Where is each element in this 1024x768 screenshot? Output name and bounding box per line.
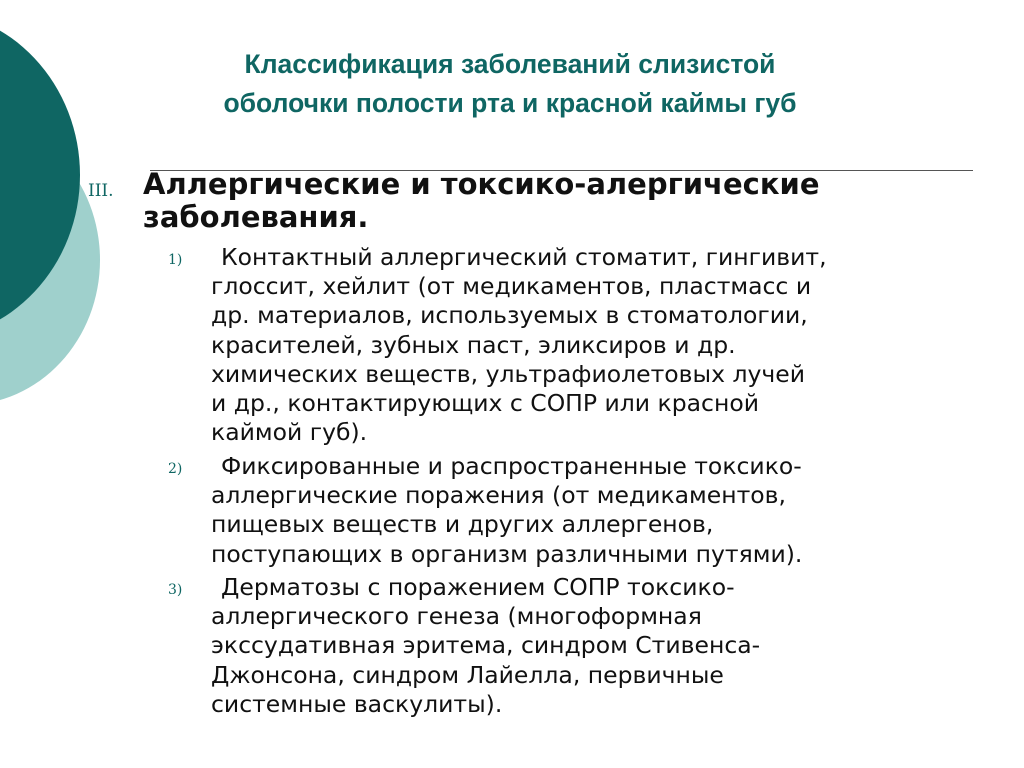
text-line: Контактный аллергический стоматит, гингивит, [221, 243, 827, 271]
text-line: аллергического генеза (многоформная [211, 602, 702, 631]
list-item-marker: 2) [168, 461, 183, 477]
text-line: Джонсона, синдром Лайелла, первичные [211, 660, 724, 689]
text-line: глоссит, хейлит (от медикаментов, пластмасс и [211, 272, 812, 301]
title-line: Классификация заболеваний слизистой [244, 49, 776, 79]
list-item-text [211, 243, 827, 447]
list-item-text [211, 452, 802, 569]
text-line: Дерматозы с поражением СОПР токсико- [221, 573, 735, 601]
list-item-marker: 3) [168, 582, 183, 598]
text-line: каймой губ). [211, 418, 368, 447]
text-line: системные васкулиты). [211, 689, 503, 718]
heading-line: Аллергические и токсико-алергические [143, 167, 820, 201]
text-line: поступающих в организм различными путями). [211, 539, 803, 568]
text-line: и др., контактирующих с СОПР или красной [211, 389, 759, 418]
heading-line: заболевания. [143, 200, 369, 234]
text-line: химических веществ, ультрафиолетовых лучей [211, 359, 805, 388]
section-heading [143, 168, 820, 234]
list-item-marker: 1) [168, 252, 183, 268]
text-line: Фиксированные и распространенные токсико- [221, 452, 802, 480]
text-line: красителей, зубных паст, эликсиров и др. [211, 330, 736, 359]
text-line: др. материалов, используемых в стоматологии, [211, 301, 808, 330]
text-line: аллергические поражения (от медикаментов, [211, 481, 786, 510]
text-line: экссудативная эритема, синдром Стивенса- [211, 631, 761, 660]
title-line: оболочки полости рта и красной каймы губ [223, 88, 797, 118]
text-line: пищевых веществ и других аллергенов, [211, 510, 714, 539]
section-marker: III. [88, 181, 114, 201]
slide-title [160, 45, 860, 123]
list-item-text [211, 573, 760, 719]
